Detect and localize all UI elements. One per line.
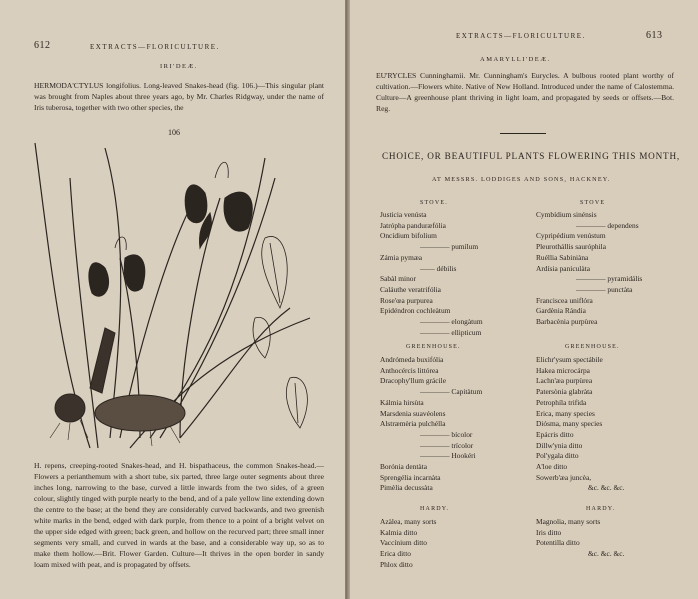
plant-entry: Caláuthe veratrifólia bbox=[380, 284, 441, 294]
plant-entry: ———— punctàta bbox=[576, 284, 633, 294]
plant-entry: Potentilla ditto bbox=[536, 538, 580, 548]
plant-entry: ———— Capitàtum bbox=[420, 387, 483, 397]
plant-entry: Azàlea, many sorts bbox=[380, 517, 437, 526]
stove-left-list bbox=[380, 210, 483, 338]
plant-entry: Ardísia paniculàta bbox=[536, 263, 590, 273]
plant-entry: Magnolia, many sorts bbox=[536, 517, 601, 526]
intro-paragraph: EU'RYCLES Cunninghamii. Mr. Cunningham's Eurycles. A bulbous rooted plant worthy of cultivation.—Flowers white. Native of New Holland. Introduced under the name of Calostemma. Culture—A greenhouse plant thriving in light loam, and propagated by seeds or offsets.—Bot. Reg. bbox=[376, 71, 674, 113]
plant-entry: Petrophíla trifida bbox=[536, 397, 587, 407]
plant-entry: Alstræmèria pulchélla bbox=[380, 419, 446, 429]
plant-entry: &c. &c. &c. bbox=[588, 549, 625, 559]
section-title: AMARYLLI'DEÆ. bbox=[480, 56, 551, 63]
plant-entry: Erica, many species bbox=[536, 408, 595, 418]
plant-entry: Dracophy'llum grácile bbox=[380, 376, 446, 386]
plant-entry: Elichr'ysum spectábile bbox=[536, 355, 603, 364]
plant-entry: Oncídium bifolium bbox=[380, 231, 437, 241]
plant-entry: Borónia dentàta bbox=[380, 462, 427, 472]
page-number: 612 bbox=[34, 40, 51, 51]
plant-entry: A'loe ditto bbox=[536, 462, 568, 472]
plant-entry: Cymbídium sinénsis bbox=[536, 210, 597, 219]
plant-entry: Sprengélia incarnàta bbox=[380, 472, 441, 482]
divider-rule bbox=[500, 133, 546, 134]
hardy-right-heading: HARDY. bbox=[586, 506, 616, 512]
plant-entry: Kalmia ditto bbox=[380, 527, 418, 537]
plant-entry: Pleurothállis sauróphila bbox=[536, 242, 606, 252]
plant-entry: Erica ditto bbox=[380, 549, 411, 559]
stove-left-heading: STOVE. bbox=[420, 200, 448, 206]
plant-entry: Barbacènia purpùrea bbox=[536, 317, 598, 327]
intro-paragraph: HERMODA'CTYLUS longifolius. Long-leaved Snakes-head (fig. 106.)—This singular plant was brought from Naples about three years ago, by Mr. Charles Ridgway, under the name of Iris tuberosa, together with two other species, the bbox=[34, 81, 324, 112]
plant-entry: Justicia venústa bbox=[380, 210, 427, 219]
plant-entry: Lachn'æa purpùrea bbox=[536, 376, 593, 386]
hardy-left-heading: HARDY. bbox=[420, 506, 450, 512]
plant-entry: Marsdenia suavéolens bbox=[380, 408, 446, 418]
running-head: EXTRACTS—FLORICULTURE. bbox=[90, 43, 220, 51]
plant-entry: Anthocércis littórea bbox=[380, 365, 439, 375]
running-head: EXTRACTS—FLORICULTURE. bbox=[456, 32, 586, 40]
stove-right-list bbox=[536, 210, 642, 328]
plant-entry: Epidéndron cochleàtum bbox=[380, 306, 451, 316]
iris-illustration bbox=[30, 138, 320, 458]
right-page bbox=[350, 0, 698, 599]
plant-entry: ———— pyramidális bbox=[576, 274, 643, 284]
plant-entry: Vaccínium ditto bbox=[380, 538, 428, 548]
plant-entry: Hakea microcárpa bbox=[536, 365, 590, 375]
page-number: 613 bbox=[646, 30, 663, 41]
plant-entry: Jatrópha panduræfólia bbox=[380, 220, 446, 230]
plant-entry: &c. &c. &c. bbox=[588, 483, 625, 493]
plant-entry: Sowerb'æa juncèa, bbox=[536, 472, 592, 482]
hardy-left-list bbox=[380, 517, 436, 571]
plant-entry: Epácris ditto bbox=[536, 429, 574, 439]
stove-right-heading: STOVE bbox=[580, 200, 606, 206]
plant-entry: ———— Hookéri bbox=[420, 451, 476, 461]
figure-number: 106 bbox=[168, 128, 180, 137]
plant-entry: Ruéllia Sabiniàna bbox=[536, 252, 589, 262]
plant-entry: ———— dependens bbox=[576, 220, 639, 230]
plant-entry: ———— elongàtum bbox=[420, 317, 483, 327]
plant-entry: ———— pumílum bbox=[420, 242, 479, 252]
greenhouse-right-list bbox=[536, 355, 624, 494]
plant-entry: ———— ellipticum bbox=[420, 327, 482, 337]
plant-entry: Pol'ygala ditto bbox=[536, 451, 579, 461]
section-title: IRI'DEÆ. bbox=[160, 63, 198, 70]
plant-entry: Phlox ditto bbox=[380, 559, 413, 569]
hardy-right-list bbox=[536, 517, 624, 560]
plant-entry: Dillw'ynia ditto bbox=[536, 440, 583, 450]
list-subheading: AT MESSRS. LODDIGES AND SONS, HACKNEY. bbox=[432, 176, 611, 183]
list-heading: CHOICE, OR BEAUTIFUL PLANTS FLOWERING THIS MONTH, bbox=[382, 151, 680, 161]
plant-entry: ———— bícolor bbox=[420, 429, 473, 439]
plant-entry: Andrómeda buxifólia bbox=[380, 355, 444, 364]
greenhouse-right-heading: GREENHOUSE. bbox=[565, 344, 620, 350]
plant-entry: Kálmia hirsùta bbox=[380, 397, 424, 407]
plant-entry: Diósma, many species bbox=[536, 419, 603, 429]
plant-entry: Pimèlia decussàta bbox=[380, 483, 433, 493]
plant-entry: Sabàl minor bbox=[380, 274, 416, 284]
left-page bbox=[0, 0, 346, 599]
plant-entry: —— débilis bbox=[420, 263, 457, 273]
plant-entry: ———— trícolor bbox=[420, 440, 474, 450]
plant-entry: Patersònia glabràta bbox=[536, 387, 593, 397]
plant-entry: Gardènia Rándia bbox=[536, 306, 586, 316]
plant-entry: Zámia pymæa bbox=[380, 252, 423, 262]
plant-entry: Cypripédium venústum bbox=[536, 231, 606, 241]
greenhouse-left-list bbox=[380, 355, 482, 494]
greenhouse-left-heading: GREENHOUSE. bbox=[406, 344, 461, 350]
description-paragraph: H. repens, creeping-rooted Snakes-head, and H. bispathaceus, the common Snakes-head.—Flowers a perianthemum with a short tube, six parted, three large outer segments about three inches long, narrowing to the base, curved a little inwards from the two sides, of a green colour, slightly tinged with purple nearly to the bend, and of a pale yellow line extending down the centre to the base; at the bend they are considerably curved backwards, and two greenish white marks in the bend, edged with dark purple, from thence to a point of a bright velvet on the upper side edged with green; back green, and hollow on the recurved part; three small inner segments very small, and curved in wards at the base, and a considerable way up, so as to make them hollow.—Brit. Flower Garden. Culture—It thrives in the open border in sandy loam mixed with peat, and is propagated by offsets. bbox=[34, 461, 324, 569]
plant-entry: Iris ditto bbox=[536, 527, 562, 537]
plant-entry: Rose'œa purpurea bbox=[380, 295, 433, 305]
plant-entry: Franciscea uniflóra bbox=[536, 295, 593, 305]
